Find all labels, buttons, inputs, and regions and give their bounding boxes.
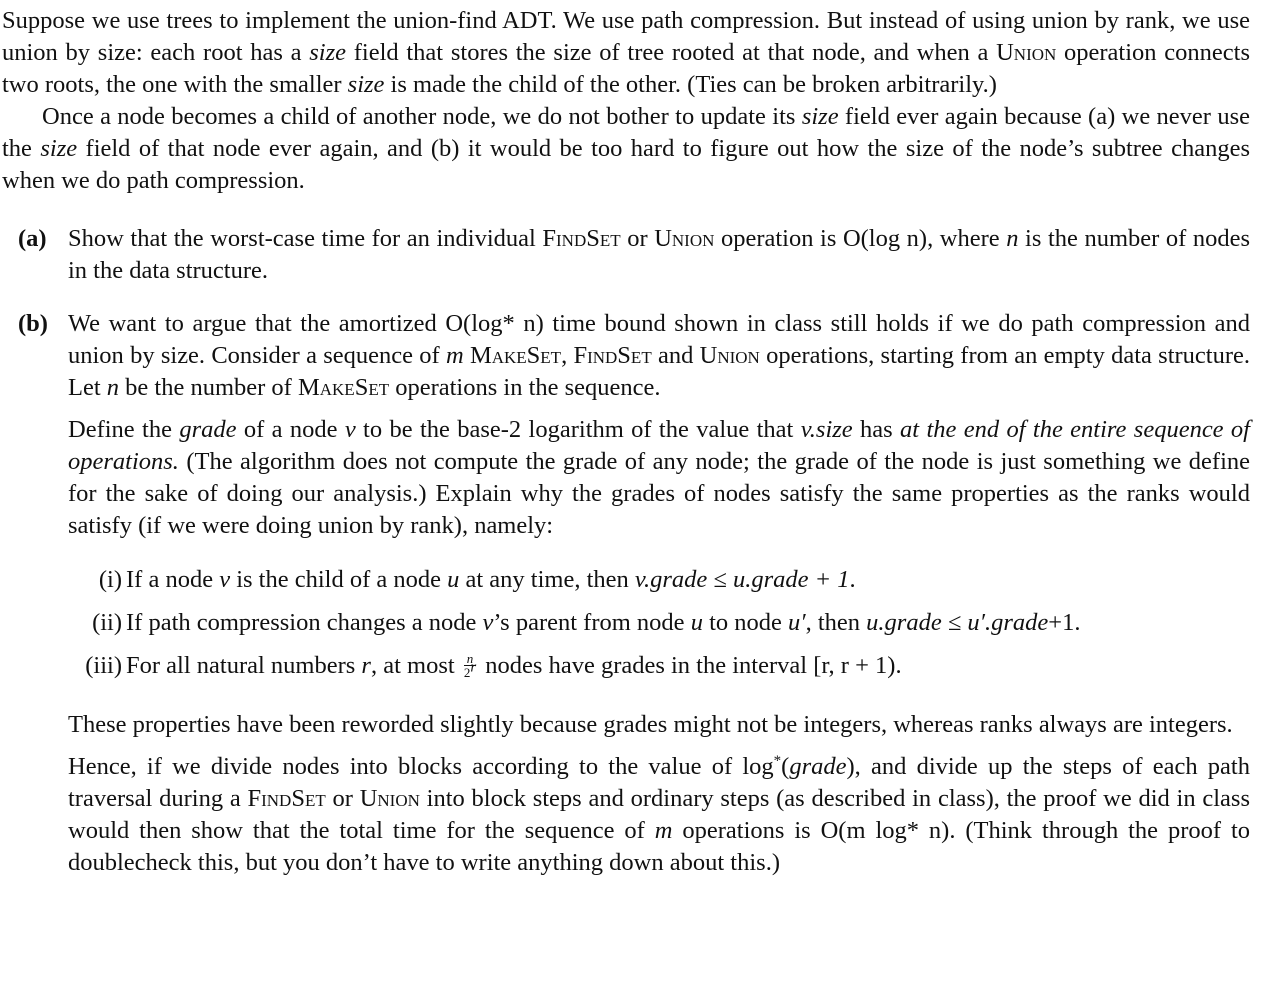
part-b-paragraph-4: Hence, if we divide nodes into blocks according to the value of log*(grade), and divide up the steps of each path traversal during a FindSet or Union into block steps and ordinary steps (as described in class), the proof we did in class would then show that the total time for the sequence of m operations is O(m log* n). (Think through the proof to doublecheck this, but you don’t have to write anything down about this.) [68,752,1251,876]
property-label: (ii) [92,609,122,636]
size-term: size [347,71,385,98]
problem-document [2,5,1250,879]
log-star-bound: O(log* n) [445,310,544,337]
property-label: (i) [98,566,122,593]
size-term: size [801,103,839,130]
part-b-paragraph-2: Define the grade of a node v to be the base-2 logarithm of the value that v.size has at the end of the entire sequence of operations. (The algorithm does not compute the grade of any node; the grade of the node is just something we define for the sake of doing our analysis.) Explain why the grades of nodes satisfy the same properties as the ranks would satisfy (if we were doing union by rank), namely: [68,416,1250,539]
property-item: (i) If a node v is the child of a node u at any time, then v.grade ≤ u.grade + 1. [68,564,1250,596]
n-over-2-to-r-fraction: $\frac{n}{2^r}$ [463,650,477,680]
property-list [68,564,1250,682]
intro-paragraph-1: Suppose we use trees to implement the union-find ADT. We use path compression. But instead of using union by rank, we use union by size: each root has a size field that stores the size of tree rooted at that node, and when a Union operation connects two roots, the one with the smaller size is made the child of the other. (Ties can be broken arbitrarily.) [2,7,1250,98]
part-b-paragraph-1: We want to argue that the amortized O(log* n) time bound shown in class still holds if we do path compression and union by size. Consider a sequence of m MakeSet, FindSet and Union operations, starting from an empty data structure. Let n be the number of MakeSet operations in the sequence. [68,310,1251,401]
part-a [2,223,1250,287]
union-term: Union [996,39,1057,66]
property-label: (iii) [85,652,122,679]
size-term: size [40,135,78,162]
part-b-paragraph-3: These properties have been reworded slightly because grades might not be integers, whereas ranks always are integers. [68,711,1233,738]
size-term: size [309,39,346,66]
log-bound: O(log n) [842,225,928,252]
property-item: (iii) For all natural numbers r, at most $\frac{n}{2^r}$ nodes have grades in the interval [r, r + 1). [68,650,1250,682]
log-star-total-bound: O(m log* n) [820,817,950,844]
part-b [2,308,1250,879]
intro-paragraph-2: Once a node becomes a child of another node, we do not bother to update its size field ever again because (a) we never use the size field of that node ever again, and (b) it would be too hard to figure out how the size of the node’s subtree changes when we do path compression. [2,103,1251,194]
property-item: (ii) If path compression changes a node v’s parent from node u to node u′, then u.grade ≤ u′.grade+1. [68,607,1250,639]
part-b-label: (b) [18,310,48,337]
part-a-label: (a) [18,225,47,252]
part-a-text: Show that the worst-case time for an individual FindSet or Union operation is O(log n), where n is the number of nodes in the data structure. [68,225,1250,284]
